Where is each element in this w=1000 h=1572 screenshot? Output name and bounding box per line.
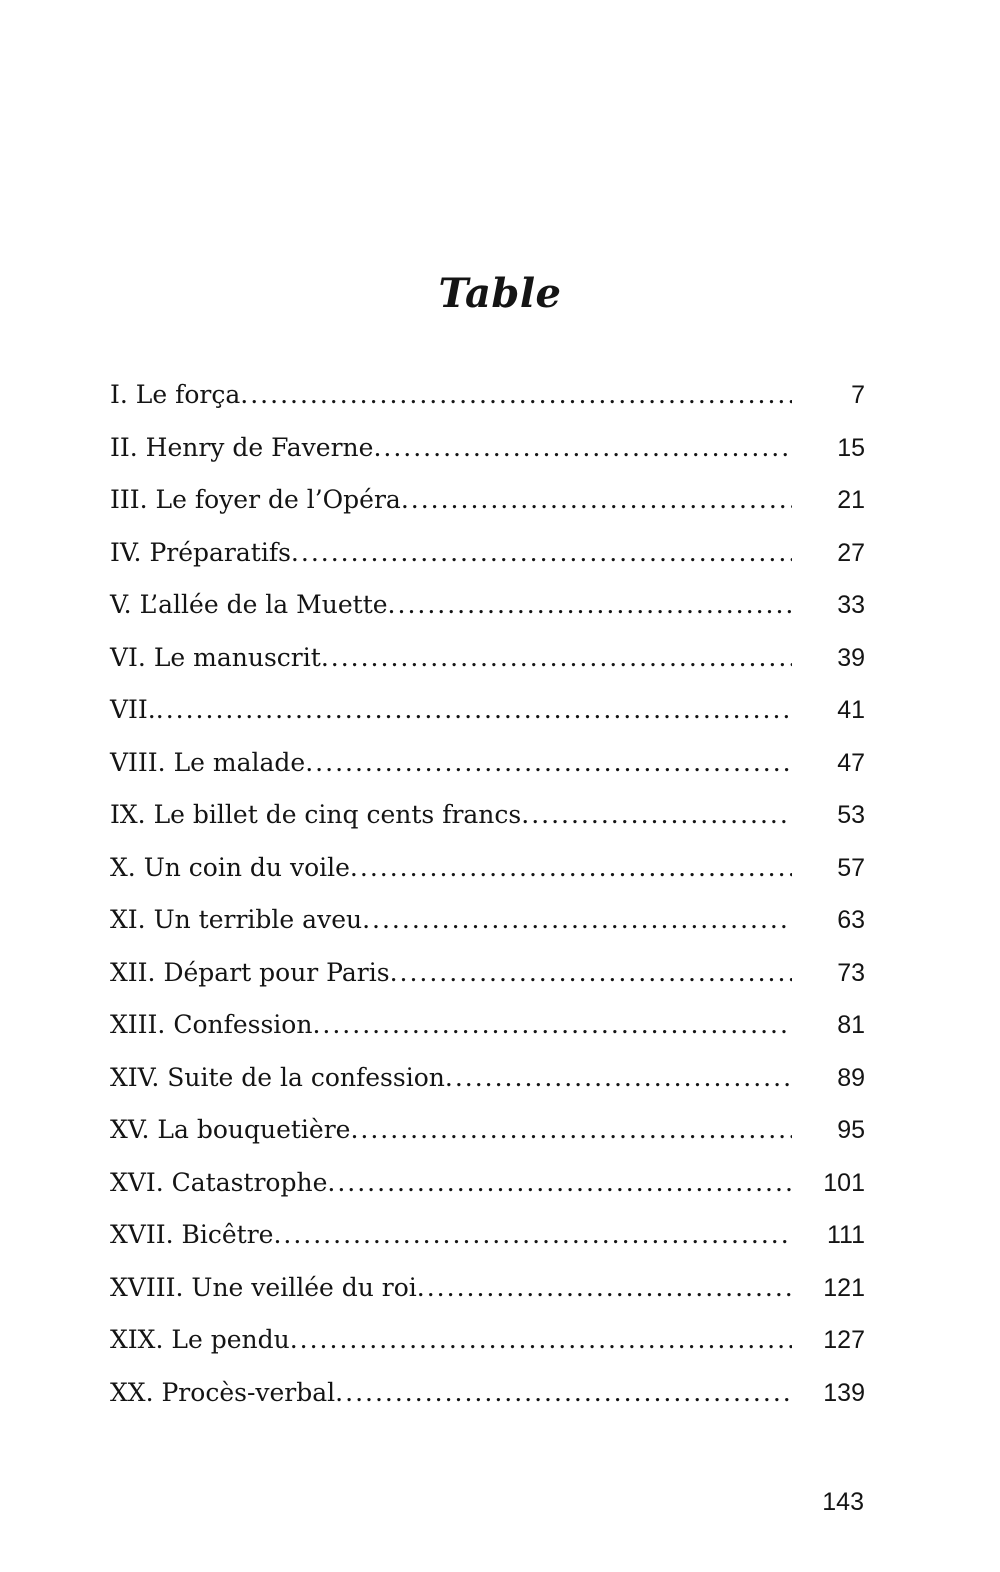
toc-entry xyxy=(110,958,865,1011)
toc-entry xyxy=(110,380,865,433)
toc-entry-title: XIII. Confession xyxy=(110,1010,313,1039)
toc-entry xyxy=(110,433,865,486)
dot-leader xyxy=(350,853,792,882)
toc-entry xyxy=(110,800,865,853)
table-of-contents xyxy=(110,380,865,1430)
toc-entry-page: 89 xyxy=(837,1063,865,1092)
toc-entry-title: XVII. Bicêtre xyxy=(110,1220,274,1249)
toc-entry-title: VIII. Le malade xyxy=(110,747,306,777)
toc-entry-page: 39 xyxy=(837,643,865,672)
toc-entry-page: 57 xyxy=(837,853,865,882)
toc-entry xyxy=(110,1325,865,1378)
dot-leader xyxy=(388,590,792,619)
toc-entry-page: 81 xyxy=(837,1011,865,1039)
toc-entry-title: XIV. Suite de la confession xyxy=(110,1062,445,1092)
toc-entry-title: II. Henry de Faverne xyxy=(110,432,374,462)
toc-entry-page: 101 xyxy=(823,1168,865,1197)
dot-leader xyxy=(401,485,792,514)
toc-entry xyxy=(110,485,865,538)
toc-entry-page: 139 xyxy=(823,1378,865,1407)
dot-leader xyxy=(417,1273,792,1302)
toc-entry xyxy=(110,1063,865,1116)
toc-entry-page: 53 xyxy=(837,801,865,829)
toc-entry-title: XVI. Catastrophe xyxy=(110,1167,328,1197)
dot-leader xyxy=(290,1325,792,1354)
toc-entry-page: 73 xyxy=(837,958,865,987)
toc-entry-page: 127 xyxy=(823,1326,865,1354)
toc-entry xyxy=(110,1010,865,1063)
dot-leader xyxy=(321,643,792,672)
dot-leader xyxy=(373,433,792,462)
page-title: Table xyxy=(438,270,562,317)
dot-leader xyxy=(390,958,792,987)
toc-entry-title: XV. La bouquetière xyxy=(110,1115,351,1144)
toc-entry-page: 15 xyxy=(837,433,865,462)
toc-entry-title: IV. Préparatifs xyxy=(110,537,291,567)
toc-entry xyxy=(110,748,865,801)
toc-entry-page: 41 xyxy=(837,696,865,724)
toc-entry-page: 21 xyxy=(837,486,865,514)
toc-entry xyxy=(110,1378,865,1431)
page-number: 143 xyxy=(822,1488,864,1516)
dot-leader xyxy=(273,1220,792,1249)
dot-leader xyxy=(335,1378,792,1407)
toc-entry xyxy=(110,538,865,591)
toc-entry-title: IX. Le billet de cinq cents francs xyxy=(110,800,522,829)
dot-leader xyxy=(312,1010,792,1039)
toc-entry-title: XX. Procès-verbal xyxy=(110,1377,336,1407)
toc-entry xyxy=(110,1220,865,1273)
toc-entry-title: XIX. Le pendu xyxy=(110,1325,290,1354)
dot-leader xyxy=(156,695,792,724)
dot-leader xyxy=(362,905,792,934)
toc-entry-title: III. Le foyer de l’Opéra xyxy=(110,485,401,514)
toc-entry xyxy=(110,1168,865,1221)
toc-entry-page: 47 xyxy=(837,748,865,777)
toc-entry-title: X. Un coin du voile xyxy=(110,852,350,882)
toc-entry-page: 111 xyxy=(826,1221,865,1249)
toc-entry-page: 63 xyxy=(837,906,865,934)
dot-leader xyxy=(291,538,792,567)
toc-entry-page: 121 xyxy=(823,1273,865,1302)
toc-entry-title: XII. Départ pour Paris xyxy=(110,957,390,987)
toc-entry xyxy=(110,695,865,748)
toc-entry xyxy=(110,643,865,696)
dot-leader xyxy=(445,1063,792,1092)
dot-leader xyxy=(521,800,792,829)
dot-leader xyxy=(350,1115,792,1144)
toc-entry-page: 7 xyxy=(851,381,865,409)
toc-entry xyxy=(110,905,865,958)
toc-entry-title: V. L’allée de la Muette xyxy=(110,590,388,619)
dot-leader xyxy=(305,748,792,777)
toc-entry-page: 95 xyxy=(837,1116,865,1144)
toc-entry xyxy=(110,853,865,906)
dot-leader xyxy=(327,1168,792,1197)
dot-leader xyxy=(240,380,792,409)
toc-entry-title: XVIII. Une veillée du roi xyxy=(110,1272,417,1302)
toc-entry-page: 27 xyxy=(837,538,865,567)
toc-entry xyxy=(110,590,865,643)
toc-entry-title: VI. Le manuscrit xyxy=(110,642,321,672)
toc-entry xyxy=(110,1273,865,1326)
toc-entry xyxy=(110,1115,865,1168)
toc-entry-title: XI. Un terrible aveu xyxy=(110,905,363,934)
toc-entry-page: 33 xyxy=(837,591,865,619)
toc-entry-title: VII. xyxy=(110,695,156,724)
toc-entry-title: I. Le força xyxy=(110,380,241,409)
